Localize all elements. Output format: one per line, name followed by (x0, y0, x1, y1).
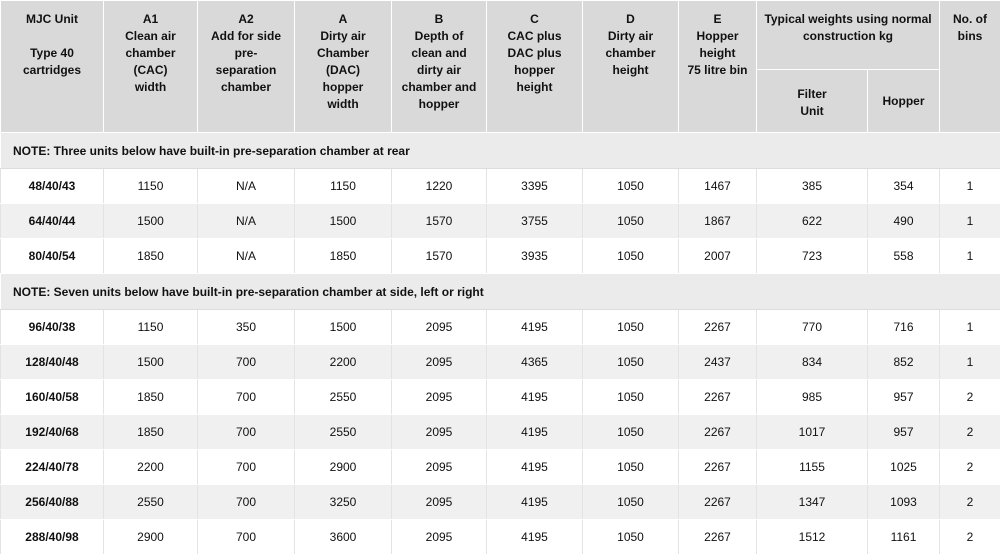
cell-a1-width: 1850 (104, 239, 198, 274)
cell-b-depth: 2095 (392, 345, 487, 380)
cell-bins: 2 (940, 520, 1000, 555)
header-line: width (134, 80, 167, 94)
cell-e-hopper-height: 2267 (679, 380, 757, 415)
cell-c-height: 3935 (487, 239, 583, 274)
header-line: (DAC) (326, 63, 360, 77)
header-line: Unit (800, 104, 824, 118)
section-note-row (1, 133, 1000, 169)
cell-c-height: 3395 (487, 169, 583, 204)
header-typical-weights (757, 1, 940, 70)
cell-b-depth: 2095 (392, 415, 487, 450)
cell-e-hopper-height: 1467 (679, 169, 757, 204)
header-line: Typical weights using normal (764, 12, 932, 26)
cell-filter-unit-weight: 1347 (757, 485, 868, 520)
cell-c-height: 4195 (487, 520, 583, 555)
header-line: chamber (125, 46, 176, 60)
header-e-hopper-height (679, 1, 757, 133)
header-line: Filter (797, 87, 827, 101)
cell-filter-unit-weight: 385 (757, 169, 868, 204)
cell-filter-unit-weight: 1512 (757, 520, 868, 555)
cell-hopper-weight: 957 (868, 415, 940, 450)
cell-e-hopper-height: 2267 (679, 415, 757, 450)
cell-a2-side-add: 700 (198, 485, 295, 520)
header-line: D (626, 12, 635, 26)
cell-c-height: 4195 (487, 485, 583, 520)
header-d-dirty-air-chamber-height (583, 1, 679, 133)
cell-filter-unit-weight: 1017 (757, 415, 868, 450)
header-filter-unit (757, 70, 868, 133)
cell-c-height: 3755 (487, 204, 583, 239)
header-a2-side-pre-separation (198, 1, 295, 133)
cell-e-hopper-height: 1867 (679, 204, 757, 239)
cell-e-hopper-height: 2267 (679, 485, 757, 520)
header-line: cartridges (22, 63, 82, 77)
cell-a1-width: 1150 (104, 169, 198, 204)
cell-b-depth: 2095 (392, 450, 487, 485)
cell-b-depth: 1220 (392, 169, 487, 204)
cell-d-height: 1050 (583, 310, 679, 345)
cell-b-depth: 1570 (392, 239, 487, 274)
cell-bins: 1 (940, 310, 1000, 345)
header-line: hopper (418, 97, 460, 111)
cell-a2-side-add: N/A (198, 169, 295, 204)
header-line: pre- (234, 46, 258, 60)
cell-c-height: 4195 (487, 450, 583, 485)
cell-a-width: 3600 (295, 520, 392, 555)
cell-a2-side-add: 350 (198, 310, 295, 345)
cell-a2-side-add: 700 (198, 380, 295, 415)
table-row (1, 169, 1000, 204)
cell-mjc-unit: 128/40/48 (1, 345, 104, 380)
header-line: dirty air (416, 63, 461, 77)
cell-filter-unit-weight: 834 (757, 345, 868, 380)
cell-hopper-weight: 1161 (868, 520, 940, 555)
cell-mjc-unit: 192/40/68 (1, 415, 104, 450)
header-a-dirty-air-chamber-width (295, 1, 392, 133)
table-row (1, 345, 1000, 380)
cell-d-height: 1050 (583, 450, 679, 485)
cell-filter-unit-weight: 985 (757, 380, 868, 415)
header-line: bins (957, 29, 983, 43)
cell-mjc-unit: 80/40/54 (1, 239, 104, 274)
header-line: Depth of (414, 29, 464, 43)
cell-hopper-weight: 716 (868, 310, 940, 345)
header-line: MJC Unit (26, 12, 78, 26)
cell-bins: 2 (940, 380, 1000, 415)
header-number-of-bins (940, 1, 1000, 133)
header-line: E (713, 12, 722, 26)
cell-a2-side-add: N/A (198, 239, 295, 274)
cell-bins: 2 (940, 415, 1000, 450)
header-line: clean and (411, 46, 467, 60)
cell-b-depth: 1570 (392, 204, 487, 239)
header-line: chamber (605, 46, 656, 60)
cell-c-height: 4195 (487, 310, 583, 345)
header-line: Dirty air (607, 29, 654, 43)
cell-a-width: 2200 (295, 345, 392, 380)
cell-e-hopper-height: 2267 (679, 310, 757, 345)
cell-b-depth: 2095 (392, 485, 487, 520)
header-line: (CAC) (133, 63, 168, 77)
table-row (1, 415, 1000, 450)
section-note: NOTE: Seven units below have built-in pre-separation chamber at side, left or right (1, 274, 1000, 310)
cell-hopper-weight: 957 (868, 380, 940, 415)
cell-a-width: 1500 (295, 204, 392, 239)
cell-a1-width: 1850 (104, 415, 198, 450)
cell-a-width: 1150 (295, 169, 392, 204)
table-row (1, 380, 1000, 415)
header-c-total-height (487, 1, 583, 133)
header-line: construction kg (803, 29, 894, 43)
header-line: DAC plus (507, 46, 562, 60)
cell-d-height: 1050 (583, 239, 679, 274)
header-line: B (434, 12, 444, 26)
cell-filter-unit-weight: 1155 (757, 450, 868, 485)
cell-a1-width: 1850 (104, 380, 198, 415)
header-line: A (338, 12, 348, 26)
header-b-depth (392, 1, 487, 133)
table-row (1, 520, 1000, 555)
table-header (1, 1, 1000, 133)
cell-bins: 1 (940, 345, 1000, 380)
cell-b-depth: 2095 (392, 520, 487, 555)
cell-a1-width: 2900 (104, 520, 198, 555)
header-line: hopper (322, 80, 364, 94)
table-row (1, 239, 1000, 274)
header-line: chamber (220, 80, 272, 94)
cell-bins: 2 (940, 485, 1000, 520)
cell-b-depth: 2095 (392, 380, 487, 415)
cell-hopper-weight: 354 (868, 169, 940, 204)
cell-hopper-weight: 1025 (868, 450, 940, 485)
cell-bins: 1 (940, 169, 1000, 204)
section-note-row (1, 274, 1000, 310)
header-a1-clean-air-chamber-width (104, 1, 198, 133)
cell-a2-side-add: 700 (198, 450, 295, 485)
header-line: width (327, 97, 359, 111)
cell-d-height: 1050 (583, 345, 679, 380)
cell-mjc-unit: 224/40/78 (1, 450, 104, 485)
table-body (1, 133, 1000, 555)
header-line: chamber and (401, 80, 477, 94)
header-mjc-unit (1, 1, 104, 133)
cell-e-hopper-height: 2437 (679, 345, 757, 380)
table-row (1, 204, 1000, 239)
cell-filter-unit-weight: 622 (757, 204, 868, 239)
cell-filter-unit-weight: 723 (757, 239, 868, 274)
header-line: A1 (142, 12, 159, 26)
cell-c-height: 4195 (487, 415, 583, 450)
cell-a2-side-add: 700 (198, 415, 295, 450)
cell-mjc-unit: 48/40/43 (1, 169, 104, 204)
cell-a1-width: 2550 (104, 485, 198, 520)
header-line: C (530, 12, 539, 26)
header-line: height (516, 80, 553, 94)
cell-hopper-weight: 490 (868, 204, 940, 239)
cell-a2-side-add: N/A (198, 204, 295, 239)
cell-mjc-unit: 64/40/44 (1, 204, 104, 239)
cell-bins: 2 (940, 450, 1000, 485)
header-line: 75 litre bin (687, 63, 748, 77)
header-line: Hopper (696, 29, 739, 43)
cell-filter-unit-weight: 770 (757, 310, 868, 345)
header-line: Clean air (125, 29, 176, 43)
cell-c-height: 4365 (487, 345, 583, 380)
section-note: NOTE: Three units below have built-in pre-separation chamber at rear (1, 133, 1000, 169)
cell-d-height: 1050 (583, 380, 679, 415)
cell-mjc-unit: 288/40/98 (1, 520, 104, 555)
cell-d-height: 1050 (583, 169, 679, 204)
cell-c-height: 4195 (487, 380, 583, 415)
table-row (1, 310, 1000, 345)
header-line: CAC plus (507, 29, 562, 43)
cell-a-width: 2550 (295, 415, 392, 450)
cell-d-height: 1050 (583, 520, 679, 555)
cell-hopper-weight: 558 (868, 239, 940, 274)
cell-a-width: 2900 (295, 450, 392, 485)
cell-d-height: 1050 (583, 204, 679, 239)
header-line: Chamber (316, 46, 369, 60)
cell-e-hopper-height: 2267 (679, 450, 757, 485)
cell-d-height: 1050 (583, 415, 679, 450)
cell-a1-width: 1150 (104, 310, 198, 345)
cell-a-width: 3250 (295, 485, 392, 520)
cell-hopper-weight: 1093 (868, 485, 940, 520)
cell-a1-width: 2200 (104, 450, 198, 485)
cell-a1-width: 1500 (104, 345, 198, 380)
cell-mjc-unit: 256/40/88 (1, 485, 104, 520)
table-row (1, 485, 1000, 520)
cell-e-hopper-height: 2007 (679, 239, 757, 274)
cell-hopper-weight: 852 (868, 345, 940, 380)
cell-bins: 1 (940, 239, 1000, 274)
cell-bins: 1 (940, 204, 1000, 239)
header-line: No. of (953, 12, 988, 26)
header-line: Dirty air (320, 29, 366, 43)
header-line: height (612, 63, 649, 77)
header-line: height (699, 46, 736, 60)
header-line: A2 (238, 12, 254, 26)
header-line: Add for side (210, 29, 281, 43)
cell-mjc-unit: 160/40/58 (1, 380, 104, 415)
header-line: Type 40 (30, 46, 74, 60)
cell-b-depth: 2095 (392, 310, 487, 345)
cell-e-hopper-height: 2267 (679, 520, 757, 555)
cell-d-height: 1050 (583, 485, 679, 520)
table-row (1, 450, 1000, 485)
cell-a2-side-add: 700 (198, 345, 295, 380)
cell-mjc-unit: 96/40/38 (1, 310, 104, 345)
cell-a2-side-add: 700 (198, 520, 295, 555)
cell-a-width: 1500 (295, 310, 392, 345)
header-line: separation (215, 63, 277, 77)
cell-a-width: 1850 (295, 239, 392, 274)
cell-a1-width: 1500 (104, 204, 198, 239)
header-line: hopper (514, 63, 555, 77)
header-hopper: Hopper (868, 70, 940, 133)
cell-a-width: 2550 (295, 380, 392, 415)
